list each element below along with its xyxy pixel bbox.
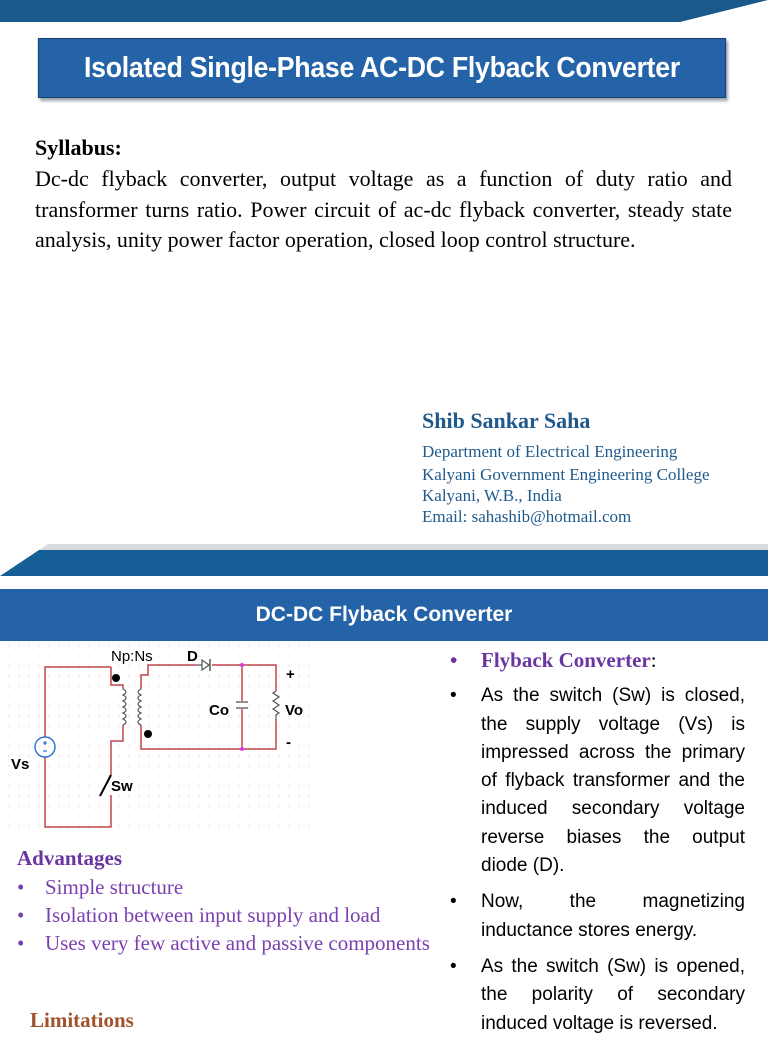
- source-label: Vs: [11, 756, 30, 773]
- list-item: • Simple structure: [17, 873, 437, 901]
- slide2-header-band: [0, 550, 768, 576]
- junction-dot: [240, 747, 244, 751]
- flyback-circuit-diagram: [8, 645, 314, 831]
- flyback-description-list: [450, 646, 745, 1046]
- flyback-heading-colon: :: [650, 648, 657, 672]
- list-item: • As the switch (Sw) is opened, the polarity of secondary induced voltage is reversed.: [450, 953, 745, 1038]
- author-email: Email: sahashib@hotmail.com: [422, 507, 632, 526]
- author-college: Kalyani Government Engineering College: [422, 465, 710, 484]
- header-band-corner: [640, 0, 768, 22]
- list-item: • Isolation between input supply and load: [17, 901, 437, 929]
- list-item: • Uses very few active and passive components: [17, 929, 437, 957]
- author-name: Shib Sankar Saha: [422, 408, 591, 433]
- flyback-heading-item: [450, 646, 745, 674]
- switch-label: Sw: [111, 778, 133, 795]
- secondary-dot-icon: [144, 730, 152, 738]
- syllabus-text: Dc-dc flyback converter, output voltage as a function of duty ratio and transformer turns ratio. Power circuit of ac-dc flyback converter, steady state analysis, unity power factor operation, closed loop control structure.: [35, 166, 732, 252]
- list-item: • Now, the magnetizing inductance stores energy.: [450, 888, 745, 945]
- output-minus-label: -: [286, 734, 291, 751]
- advantages-list: [17, 873, 437, 957]
- slide-title: Isolated Single-Phase AC-DC Flyback Converter: [38, 38, 726, 98]
- list-item: • As the switch (Sw) is closed, the supply voltage (Vs) is impressed across the primary of flyback transformer and the induced secondary voltage reverse biases the output diode (D).: [450, 682, 745, 880]
- author-location: Kalyani, W.B., India: [422, 486, 562, 505]
- author-department: Department of Electrical Engineering: [422, 442, 678, 461]
- capacitor-label: Co: [209, 702, 229, 719]
- output-voltage-label: Vo: [285, 702, 304, 719]
- junction-dot: [240, 663, 244, 667]
- turns-ratio-label: Np:Ns: [111, 648, 153, 665]
- limitations-heading: Limitations: [30, 1008, 134, 1032]
- primary-dot-icon: [112, 674, 120, 682]
- flyback-heading: Flyback Converter: [481, 648, 651, 672]
- syllabus-heading: Syllabus:: [35, 135, 122, 160]
- header-band-corner-left: [0, 544, 60, 576]
- output-plus-label: +: [286, 666, 295, 683]
- slide2-title: DC-DC Flyback Converter: [0, 589, 768, 641]
- grid-background: [8, 645, 314, 831]
- diode-label: D: [187, 648, 198, 665]
- advantages-heading: Advantages: [17, 846, 123, 870]
